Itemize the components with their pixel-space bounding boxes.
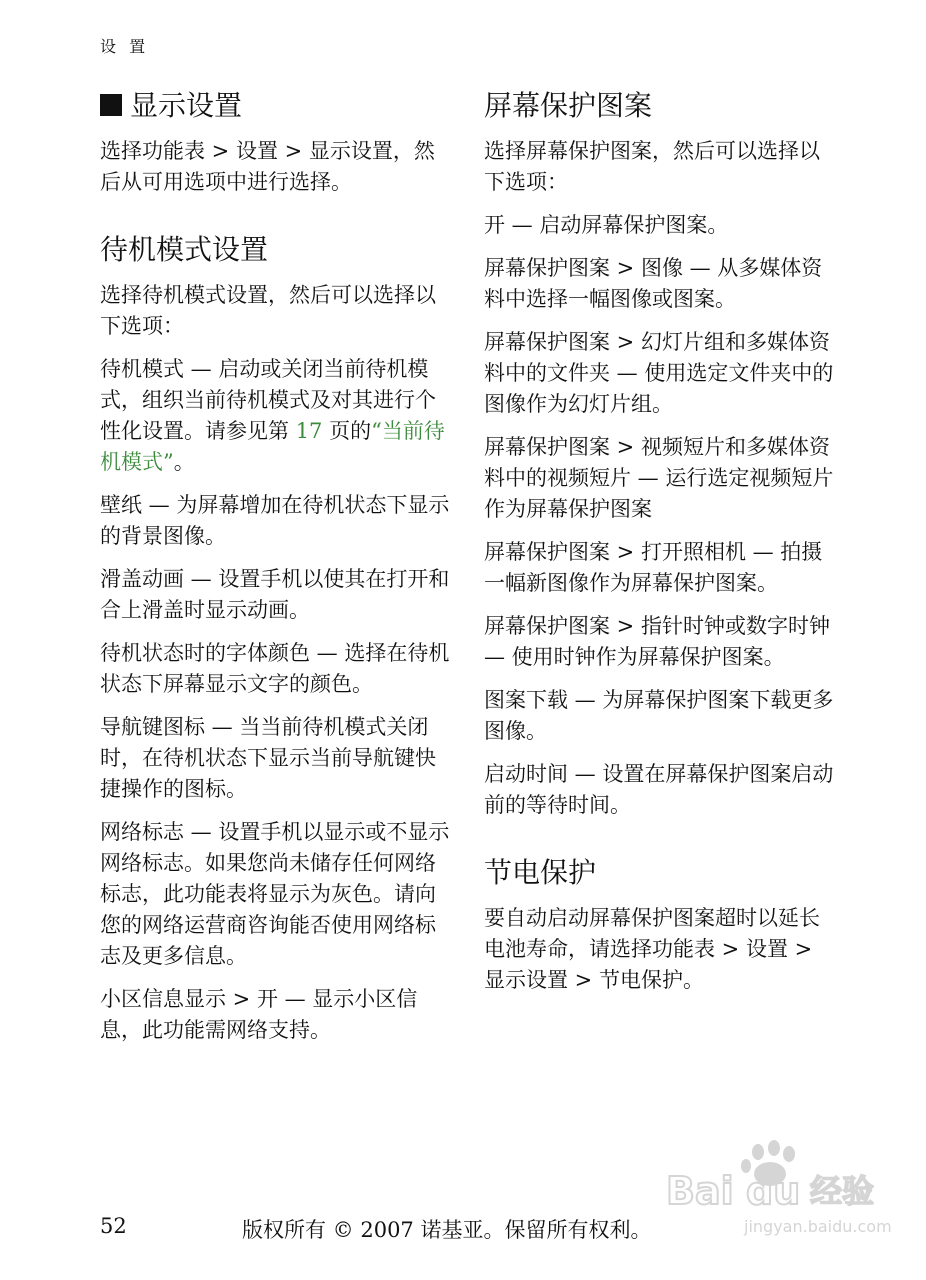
running-head: 设 置 (100, 37, 150, 56)
section-title-standby: 待机模式设置 (100, 233, 269, 266)
option-item: 屏幕保护图案 > 幻灯片组和多媒体资料中的文件夹 — 使用选定文件夹中的图像作为幻灯片组。 (484, 330, 834, 416)
baidu-jingyan-watermark-icon (660, 1140, 910, 1240)
left-column (100, 88, 450, 1058)
page-number: 52 (100, 1214, 127, 1238)
option-item: 屏幕保护图案 > 图像 — 从多媒体资料中选择一幅图像或图案。 (484, 256, 823, 311)
standby-mode-link[interactable]: “当前待机模式” (100, 419, 445, 474)
square-bullet-icon (100, 94, 122, 116)
option-item: 屏幕保护图案 > 打开照相机 — 拍摄一幅新图像作为屏幕保护图案。 (484, 540, 823, 595)
copyright-notice: 版权所有 © 2007 诺基亚。保留所有权利。 (242, 1218, 652, 1242)
option-item: 待机模式 — 启动或关闭当前待机模式，组织当前待机模式及对其进行个性化设置。请参见第 17 页的“当前待机模式”。 (100, 357, 445, 474)
option-item: 图案下载 — 为屏幕保护图案下载更多图像。 (484, 688, 834, 743)
option-item: 滑盖动画 — 设置手机以使其在打开和合上滑盖时显示动画。 (100, 567, 450, 622)
option-item: 导航键图标 — 当当前待机模式关闭时，在待机状态下显示当前导航键快捷操作的图标。 (100, 715, 436, 801)
power-saver-paragraph: 要自动启动屏幕保护图案超时以延长电池寿命，请选择功能表 > 设置 > 显示设置 > 节电保护。 (484, 906, 820, 992)
svg-text:du: du (746, 1169, 801, 1213)
svg-text:Bai: Bai (666, 1169, 734, 1213)
option-item: 小区信息显示 > 开 — 显示小区信息，此功能需网络支持。 (100, 987, 418, 1042)
section-title-screensaver: 屏幕保护图案 (484, 89, 653, 122)
intro-paragraph: 选择功能表 > 设置 > 显示设置，然后从可用选项中进行选择。 (100, 139, 435, 194)
option-item: 待机状态时的字体颜色 — 选择在待机状态下屏幕显示文字的颜色。 (100, 641, 450, 696)
option-item: 网络标志 — 设置手机以显示或不显示网络标志。如果您尚未储存任何网络标志，此功能表将显示为灰色。请向您的网络运营商咨询能否使用网络标志及更多信息。 (100, 820, 450, 968)
option-item: 启动时间 — 设置在屏幕保护图案启动前的等待时间。 (484, 762, 834, 817)
standby-intro: 选择待机模式设置，然后可以选择以下选项： (100, 283, 436, 338)
svg-text:jingyan.baidu.com: jingyan.baidu.com (744, 1217, 892, 1236)
section-title-power-saver: 节电保护 (484, 856, 597, 889)
option-item: 壁纸 — 为屏幕增加在待机状态下显示的背景图像。 (100, 493, 450, 548)
section-title-display-settings: 显示设置 (100, 88, 450, 124)
option-item: 开 — 启动屏幕保护图案。 (484, 213, 729, 237)
page-ref-link[interactable]: 17 (295, 419, 323, 443)
option-item: 屏幕保护图案 > 指针时钟或数字时钟 — 使用时钟作为屏幕保护图案。 (484, 614, 830, 669)
screensaver-intro: 选择屏幕保护图案，然后可以选择以下选项： (484, 139, 820, 194)
right-column (484, 88, 834, 1008)
svg-text:经验: 经验 (810, 1172, 875, 1210)
option-item: 屏幕保护图案 > 视频短片和多媒体资料中的视频短片 — 运行选定视频短片作为屏幕保护图案 (484, 435, 834, 521)
